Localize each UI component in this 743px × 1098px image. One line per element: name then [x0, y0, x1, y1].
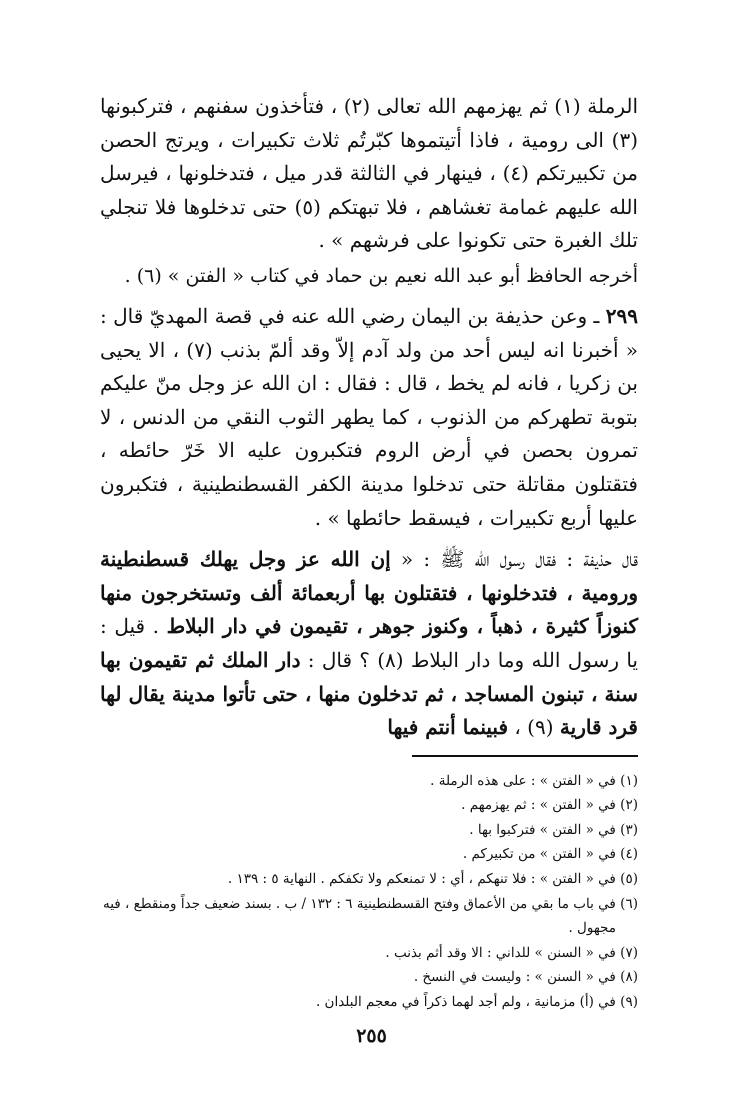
- paragraph-3-text: ـ وعن حذيفة بن اليمان رضي الله عنه في قصة المهديّ قال : « أخبرنا انه ليس أحد من ولد آدم إلاّ وقد ألمّ بذنب (٧) ، الا يحيى بن زكريا ، فانه لم يخط ، قال : فقال : ان الله عز وجل منّ عليكم بتوبة تطهركم من الذنوب ، كما يطهر الثوب النقي من الدنس ، لا تمرون بحصن في أرض الروم فتكبرون عليه الا خَرّ حائطه ، فتقتلون مقاتلة حتى تدخلوا مدينة الكفر القسطنطينية ، فتكبرون عليها أربع تكبيرات ، فيسقط حائطها » .: [99, 303, 639, 530]
- paragraph-3-body: [100, 300, 638, 535]
- footnote-separator: [412, 755, 638, 757]
- footnote-7: (٧) في « السنن » للداني : الا وقد أثم بذنب .: [385, 944, 638, 961]
- footnote-4: (٤) في « الفتن » من تكبيركم .: [462, 846, 638, 863]
- footnote-6: (٦) في باب ما بقي من الأعماق وفتح القسطنطينية ٦ : ١٣٢ / ب . بسند ضعيف جداً ومنقطع ، فيه: [102, 895, 638, 912]
- hadith-number: ٢٩٩: [605, 303, 638, 328]
- page-body: [100, 90, 638, 1015]
- paragraph-1-text: الرملة (١) ثم يهزمهم الله تعالى (٢) ، فتأخذون سفنهم ، فتركبونها (٣) الى رومية ، فاذا أتيتموها كبّرتُم ثلاث تكبيرات ، ويرتج الحصن من تكبيرتكم (٤) ، فينهار في الثالثة قدر ميل ، فتدخلونها ، فيرسل الله عليهم غمامة تغشاهم ، فلا تبهتكم (٥) حتى تدخلوها فلا تنجلي تلك الغبرة حتى تكونوا على فرشهم » .: [100, 94, 639, 253]
- paragraph-4: [100, 543, 638, 745]
- footnote-9: (٩) في (أ) مزمانية ، ولم أجد لهما ذكراً في معجم البلدان .: [315, 994, 638, 1011]
- paragraph-1: [100, 90, 638, 258]
- footnote-6-continued: مجهول .: [568, 920, 616, 937]
- paragraph-4-bold-3: فبينما أنتم فيها: [387, 715, 509, 740]
- page-number: ٢٥٥: [356, 1025, 387, 1047]
- paragraph-4-body: [100, 543, 638, 745]
- footnote-5: (٥) في « الفتن » : فلا تنهكم ، أي : لا تمنعكم ولا تكفكم . النهاية ٥ : ١٣٩ .: [227, 871, 638, 888]
- paragraph-4-bold-1: إن الله عز وجل يهلك قسطنطينة ورومية ، فتدخلونها ، فتقتلون بها أربعمائة ألف وتستخرجون منها كنوزاً كثيرة ، ذهباً ، وكنوز جوهر ، تقيمون في دار البلاط: [100, 547, 639, 639]
- paragraph-4-middle: . قيل : يا رسول الله وما دار البلاط (٨) ؟ قال :: [100, 614, 638, 672]
- footnote-3: (٣) في « الفتن » فتركبوا بها .: [469, 821, 638, 838]
- footnotes: [100, 769, 638, 1015]
- paragraph-3: [100, 300, 638, 535]
- paragraph-2-text: أخرجه الحافظ أبو عبد الله نعيم بن حماد في كتاب « الفتن » (٦) .: [124, 264, 638, 287]
- paragraph-2: [100, 260, 638, 292]
- footnote-1: (١) في « الفتن » : على هذه الرملة .: [430, 772, 638, 789]
- footnote-2: (٢) في « الفتن » : ثم يهزمهم .: [461, 797, 638, 814]
- paragraph-4-ref: (٩) ،: [508, 715, 560, 740]
- paragraph-4-bold-2: دار الملك ثم تقيمون بها سنة ، تبنون المساجد ، ثم تدخلون منها ، حتى تأتوا مدينة يقال لها قرد قارية: [100, 647, 638, 740]
- paragraph-4-intro: قال حذيفة : فقال رسول الله ﷺ : «: [390, 547, 638, 572]
- footnote-8: (٨) في « السنن » : وليست في النسخ .: [413, 969, 638, 986]
